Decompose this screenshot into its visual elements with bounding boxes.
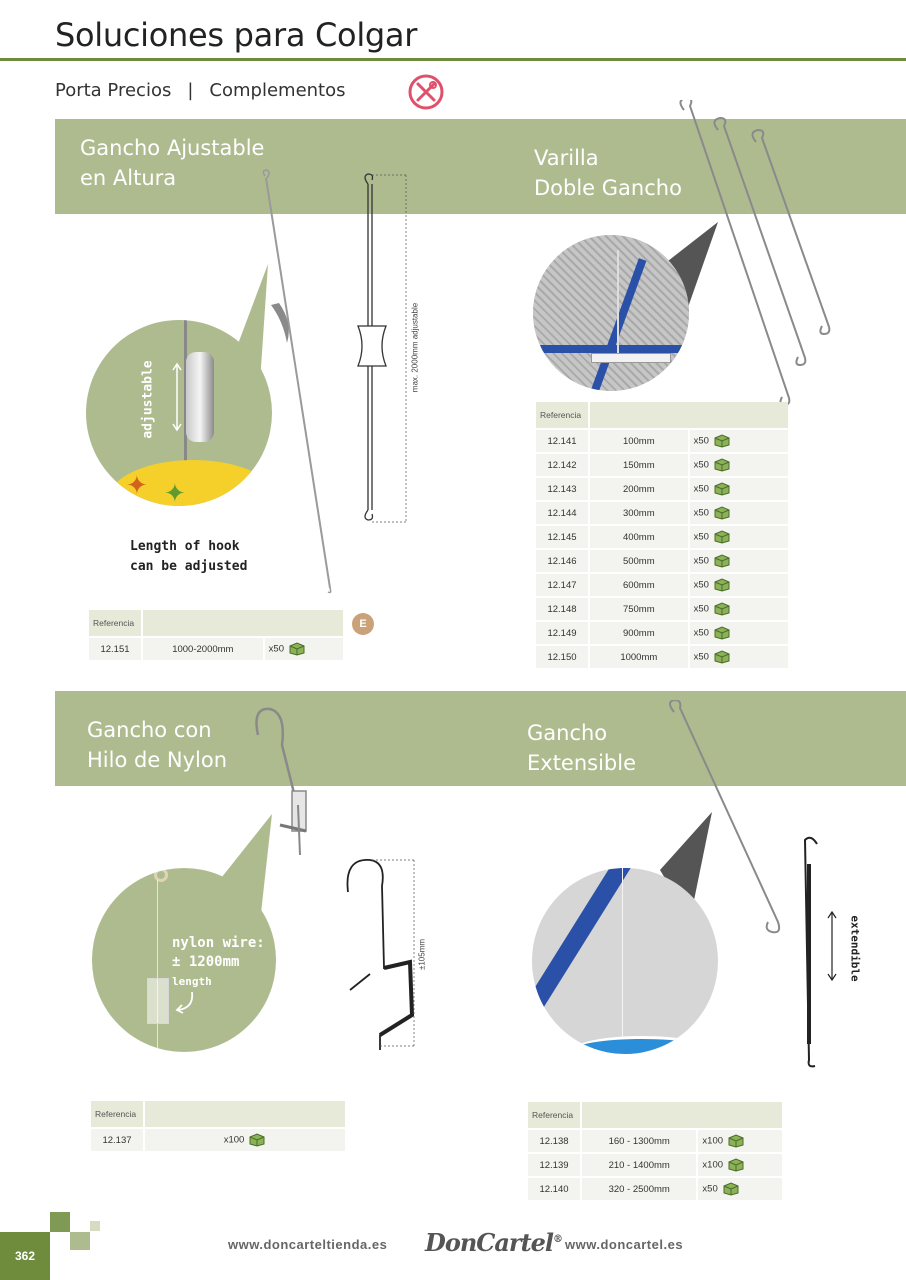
breadcrumb-separator: | [187,80,194,101]
extend-arrow-icon [826,910,838,982]
qty-cell: x50 [690,526,788,548]
box-icon [713,506,731,520]
ref-cell: 12.141 [536,430,588,452]
hanging-bar [591,353,671,363]
table-row [536,598,788,620]
adjust-arrow-icon [172,362,182,432]
size-cell: 900mm [590,622,688,644]
qty-cell: x50 [690,478,788,500]
box-icon [713,434,731,448]
section4-reference-table: Referencia 12.138 160 - 1300mm x100 12.139 210 - 1400mm x100 12.140 320 - 2500mm x50 [526,1100,784,1202]
ref-cell: 12.138 [528,1130,580,1152]
clip-holder [147,978,169,1024]
qty-cell: x50 [690,574,788,596]
qty-cell: x50 [690,550,788,572]
detail-circle [86,320,272,506]
store-url-link[interactable]: www.doncarteltienda.es [228,1237,388,1252]
section3-title: Gancho con Hilo de Nylon [87,718,228,772]
nylon-hook-drawing [340,850,430,1050]
adjustable-label: adjustable [140,360,156,439]
blue-frame [533,345,689,353]
box-icon [713,650,731,664]
page-number: 362 [0,1232,50,1280]
qty-cell: x50 [690,430,788,452]
ref-cell: 12.140 [528,1178,580,1200]
adjuster-clip [186,352,214,442]
section2-title: Varilla Doble Gancho [534,146,682,200]
qty-cell: x50 [698,1178,782,1200]
ref-cell: 12.150 [536,646,588,668]
ref-cell: 12.144 [536,502,588,524]
size-cell: 200mm [590,478,688,500]
website-url-link[interactable]: www.doncartel.es [565,1237,684,1252]
leaf-icon: ✦ [126,470,148,500]
table-row [536,454,788,476]
breadcrumb-item-complementos[interactable]: Complementos [209,80,346,101]
table-row [536,478,788,500]
table-row [528,1154,782,1176]
box-icon [288,642,306,656]
table-row [536,526,788,548]
info-badge-icon: E [352,613,374,635]
ref-cell: 12.148 [536,598,588,620]
qty-cell: x100 [698,1130,782,1152]
tools-icon [408,74,444,110]
box-icon [713,578,731,592]
ceiling-detail-circle [533,235,689,391]
footer-square [50,1212,70,1232]
ref-cell: 12.145 [536,526,588,548]
footer-square [70,1232,90,1250]
size-cell: 210 - 1400mm [582,1154,696,1176]
size-cell: 160 - 1300mm [582,1130,696,1152]
size-cell: 1000mm [590,646,688,668]
ref-cell: 12.143 [536,478,588,500]
table-row [536,430,788,452]
qty-cell: x50 [690,622,788,644]
table-row [528,1178,782,1200]
box-icon [248,1133,266,1147]
section2-reference-table: Referencia 12.141 100mm x50 12.142 150mm x50 12.143 200mm x50 12.144 300mm x50 12.145 400mm x50 12.146 500mm x50 12.147 600mm x50 12.148 750mm x50 12.149 900mm x50 12.150 1000mm x50 [534,400,790,670]
nylon-detail-circle [92,868,276,1052]
box-icon [713,458,731,472]
section1-title: Gancho Ajustable en Altura [80,136,265,190]
box-icon [727,1158,745,1172]
box-icon [713,482,731,496]
hook-length-note: Length of hook can be adjusted [130,539,248,574]
dimension-label: ±105mm [417,938,427,971]
breadcrumb [55,80,346,101]
curved-arrow-icon [172,990,196,1014]
size-cell: 600mm [590,574,688,596]
ref-cell: 12.147 [536,574,588,596]
nylon-wire-note: nylon wire: ± 1200mm length [172,935,265,988]
box-icon [727,1134,745,1148]
ceiling-pattern [533,235,689,391]
box-icon [713,626,731,640]
table-row [536,574,788,596]
extensible-hook-drawing [795,830,825,1070]
box-icon [713,602,731,616]
size-cell: 500mm [590,550,688,572]
qty-cell: x50 [690,646,788,668]
table-row [536,646,788,668]
breadcrumb-item-porta-precios[interactable]: Porta Precios [55,80,172,101]
table-row: 12.137 x100 [91,1129,345,1151]
box-icon [722,1182,740,1196]
footer-square [90,1221,100,1231]
size-cell: 750mm [590,598,688,620]
section3-reference-table: Referencia 12.137 x100 [89,1099,347,1153]
table-row [536,502,788,524]
qty-cell: x50 [690,502,788,524]
table-row [536,550,788,572]
section1-reference-table: Referencia 12.151 1000-2000mm x50 [87,608,345,662]
title-divider [0,58,906,61]
qty-cell: x50 [690,598,788,620]
ref-cell: 12.142 [536,454,588,476]
extendible-label: extendible [848,915,862,982]
blue-sign [572,1036,712,1054]
table-row [536,622,788,644]
ref-cell: 12.149 [536,622,588,644]
box-icon [713,554,731,568]
leaf-icon: ✦ [164,478,186,506]
size-cell: 300mm [590,502,688,524]
box-icon [713,530,731,544]
size-cell: 400mm [590,526,688,548]
section4-title: Gancho Extensible [527,721,637,775]
extensible-detail-circle [532,868,718,1054]
dimension-label: max. 2000mm adjustable [410,302,420,393]
size-cell: 150mm [590,454,688,476]
page-title: Soluciones para Colgar [55,16,418,54]
size-cell: 100mm [590,430,688,452]
qty-cell: x50 [690,454,788,476]
ref-cell: 12.139 [528,1154,580,1176]
wire-line [617,250,619,355]
nylon-wire [157,880,158,1050]
wire-line [622,868,623,1043]
brand-logo: DonCartel® [425,1228,563,1257]
table-row [528,1130,782,1152]
size-cell: 320 - 2500mm [582,1178,696,1200]
qty-cell: x100 [698,1154,782,1176]
ref-cell: 12.146 [536,550,588,572]
table-row: 12.151 1000-2000mm x50 [89,638,343,660]
